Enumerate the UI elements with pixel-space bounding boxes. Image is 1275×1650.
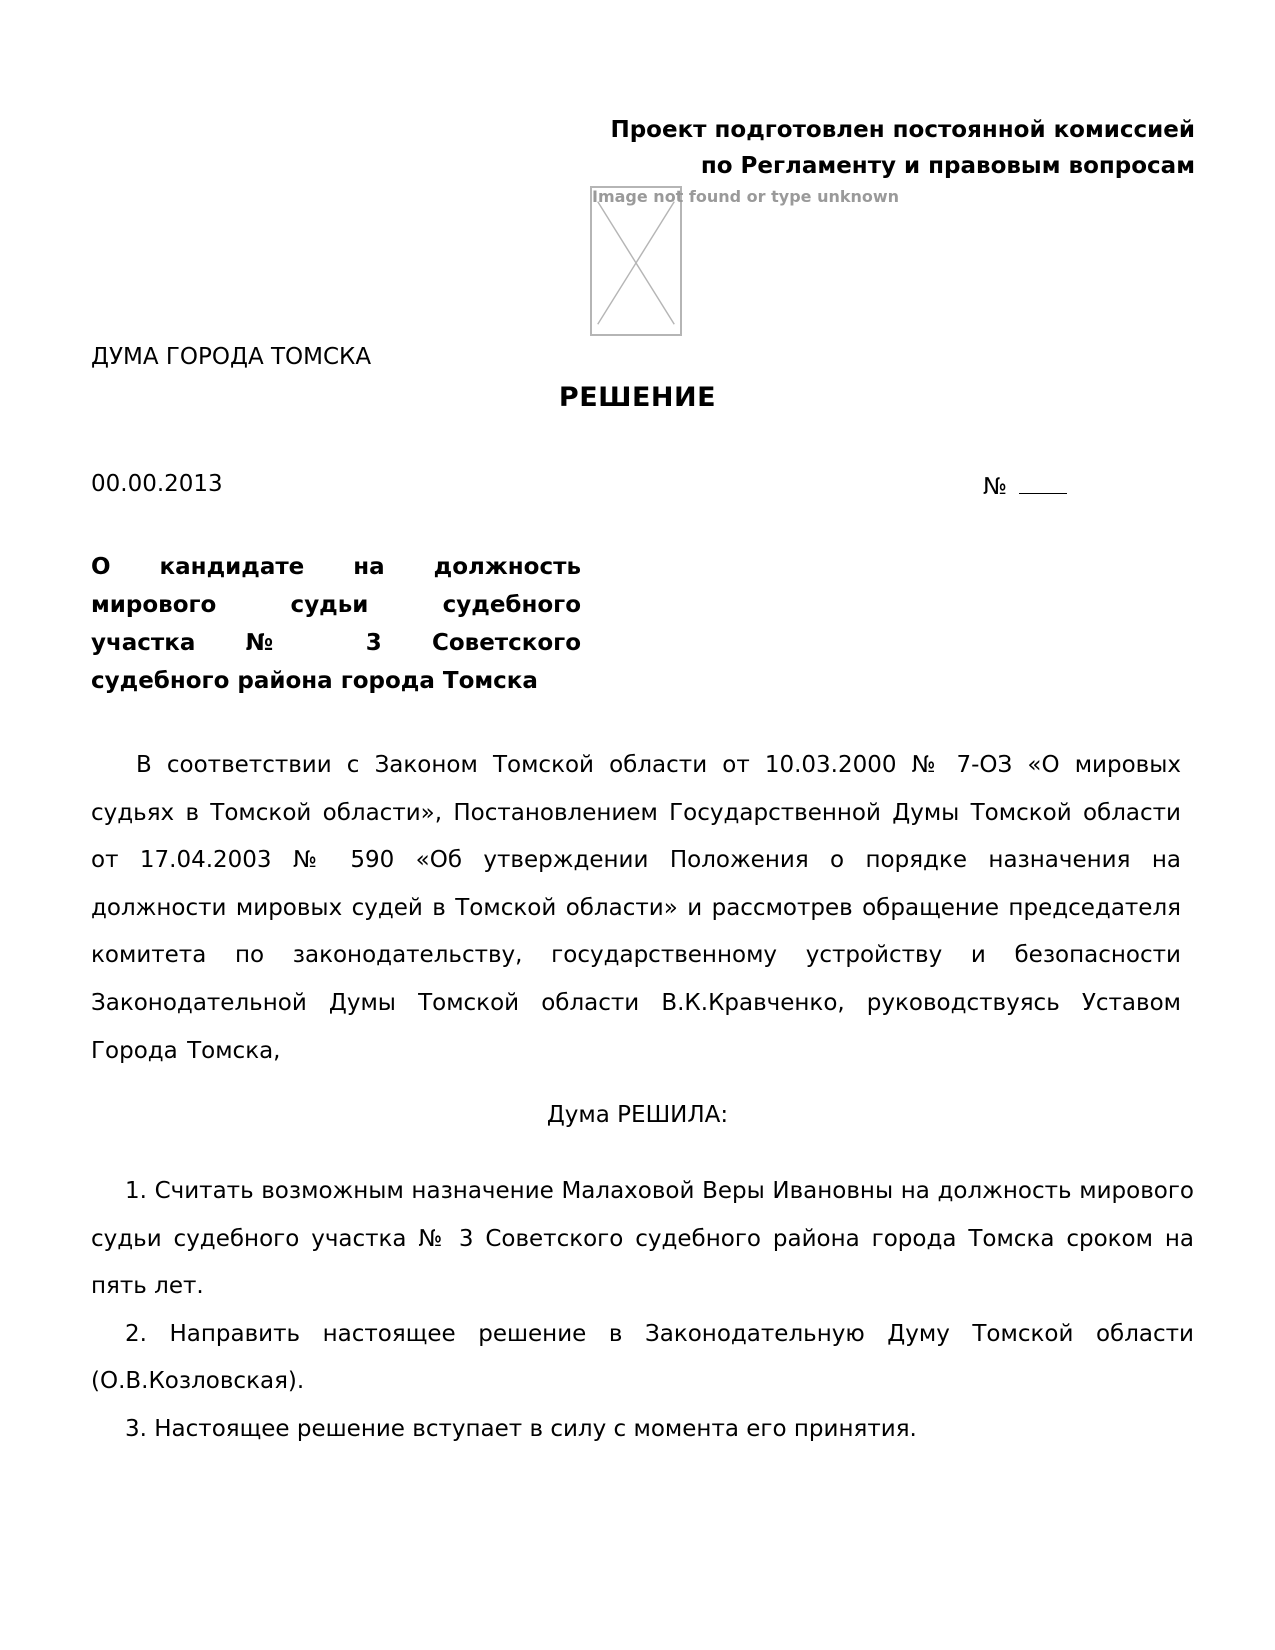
decision-list	[91, 1168, 1194, 1454]
missing-image-placeholder	[590, 186, 682, 336]
document-number	[983, 471, 1067, 500]
decided-label: Дума РЕШИЛА:	[546, 1102, 729, 1128]
subject-line: мирового судьи судебного	[91, 592, 581, 618]
document-subject	[91, 548, 581, 700]
subject-line: участка № 3 Советского	[91, 630, 581, 656]
project-note-line-2: по Регламенту и правовым вопросам	[700, 153, 1195, 179]
project-note	[500, 112, 1195, 184]
decision-item: 3. Настоящее решение вступает в силу с момента его принятия.	[125, 1415, 917, 1442]
decision-item: 1. Считать возможным назначение Малаховой Веры Ивановны на должность мирового судьи судебного участка № 3 Советского судебного района города Томска сроком на пять лет.	[91, 1178, 1194, 1300]
document-title: РЕШЕНИЕ	[558, 382, 717, 413]
number-label: №	[983, 474, 1007, 500]
subject-line: судебного района города Томска	[91, 668, 538, 694]
missing-image-text: Image not found or type unknown	[592, 187, 900, 206]
preamble-paragraph: В соответствии с Законом Томской области от 10.03.2000 № 7-ОЗ «О мировых судьях в Томской области», Постановлением Государственной Думы Томской области от 17.04.2003 № 590 «Об утверждении Положения о порядке назначения на должности мировых судей в Томской области» и рассмотрев обращение председателя комитета по законодательству, государственному устройству и безопасности Законодательной Думы Томской области В.К.Кравченко, руководствуясь Уставом Города Томска,	[91, 752, 1181, 1064]
organization-name: ДУМА ГОРОДА ТОМСКА	[91, 344, 372, 370]
number-blank-line	[1019, 471, 1067, 494]
subject-line: О кандидате на должность	[91, 554, 581, 580]
decision-item: 2. Направить настоящее решение в Законодательную Думу Томской области (О.В.Козловская).	[91, 1320, 1194, 1395]
document-date: 00.00.2013	[91, 471, 223, 497]
project-note-line-1: Проект подготовлен постоянной комиссией	[610, 117, 1195, 143]
broken-image-icon	[592, 188, 680, 334]
